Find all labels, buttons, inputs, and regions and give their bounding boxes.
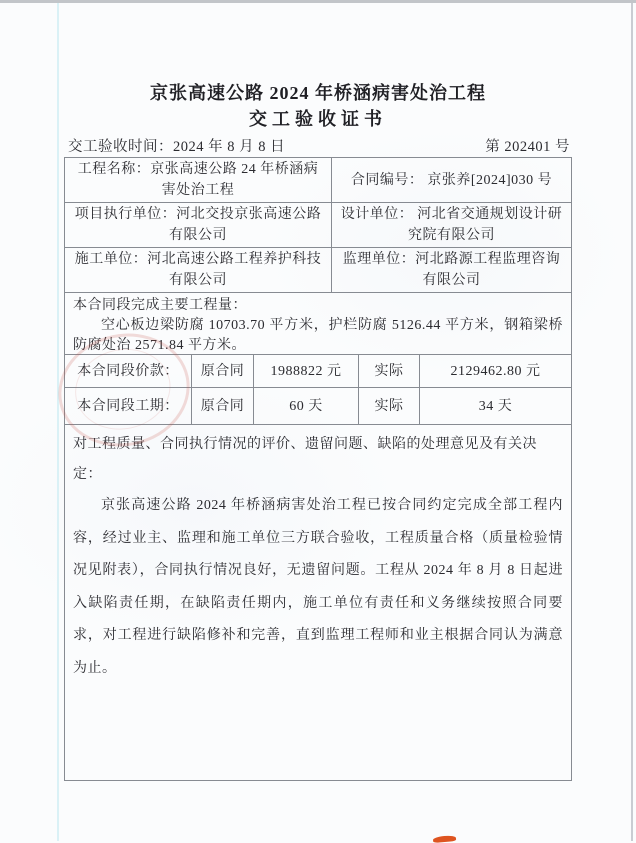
quantities-text: 空心板边梁防腐 10703.70 平方米，护栏防腐 5126.44 平方米，钢箱梁桥防腐处治 2571.84 平方米。 <box>73 318 563 353</box>
price-original-label-cell: 原合同 <box>191 355 253 387</box>
evaluation-cell <box>65 425 571 780</box>
scan-top-edge <box>0 0 636 3</box>
executing-unit-cell: 项目执行单位：河北交投京张高速公路有限公司 <box>74 207 322 243</box>
price-actual-value-cell: 2129462.80 元 <box>419 355 571 387</box>
table-row-project-name <box>65 158 571 203</box>
duration-original-value-cell: 60 天 <box>253 388 358 424</box>
project-name-cell: 工程名称：京张高速公路 24 年桥涵病害处治工程 <box>77 162 319 198</box>
duration-label-cell: 本合同段工期： <box>77 398 179 414</box>
design-unit-cell: 设计单位： 河北省交通规划设计研究院有限公司 <box>331 203 571 247</box>
construction-unit-cell: 施工单位：河北高速公路工程养护科技有限公司 <box>74 252 322 288</box>
table-row-executing-unit <box>65 203 571 248</box>
price-actual-label-cell: 实际 <box>358 355 419 387</box>
table-row-evaluation <box>65 425 571 780</box>
quantities-label: 本合同段完成主要工程量： <box>73 298 247 313</box>
contract-number-cell: 合同编号： 京张养[2024]030 号 <box>331 158 571 202</box>
meta-row <box>64 134 572 156</box>
table-row-construction-unit <box>65 248 571 293</box>
duration-actual-label-cell: 实际 <box>358 388 419 424</box>
evaluation-text: 京张高速公路 2024 年桥涵病害处治工程已按合同约定完成全部工程内容，经过业主、监理和施工单位三方联合验收，工程质量合格（质量检验情况见附表），合同执行情况良好，无遗留问题。工程从 2024 年 8 月 8 日起进入缺陷责任期，在缺陷责任期内，施工单位有责任和义务继续按照合同要求，对工程进行缺陷修补和完善，直到监理工程师和业主根据合同认为满意为止。 <box>73 498 563 676</box>
scan-left-fold-line <box>57 3 59 841</box>
acceptance-time: 交工验收时间：2024 年 8 月 8 日 <box>68 138 286 155</box>
price-label-cell: 本合同段价款： <box>77 363 179 379</box>
faint-red-seal-inner-ring <box>68 340 179 438</box>
scan-right-edge <box>631 3 633 841</box>
duration-original-label-cell: 原合同 <box>191 388 253 424</box>
acceptance-certificate-table <box>64 157 572 781</box>
evaluation-label: 对工程质量、合同执行情况的评价、遗留问题、缺陷的处理意见及有关决定： <box>73 437 537 482</box>
duration-actual-value-cell: 34 天 <box>419 388 571 424</box>
document-title-line1: 京张高速公路 2024 年桥涵病害处治工程 <box>150 83 486 103</box>
document-title-line2: 交工验收证书 <box>249 109 387 129</box>
document-number: 第 202401 号 <box>485 138 570 155</box>
supervision-unit-cell: 监理单位：河北路源工程监理咨询有限公司 <box>331 248 571 292</box>
price-original-value-cell: 1988822 元 <box>253 355 358 387</box>
